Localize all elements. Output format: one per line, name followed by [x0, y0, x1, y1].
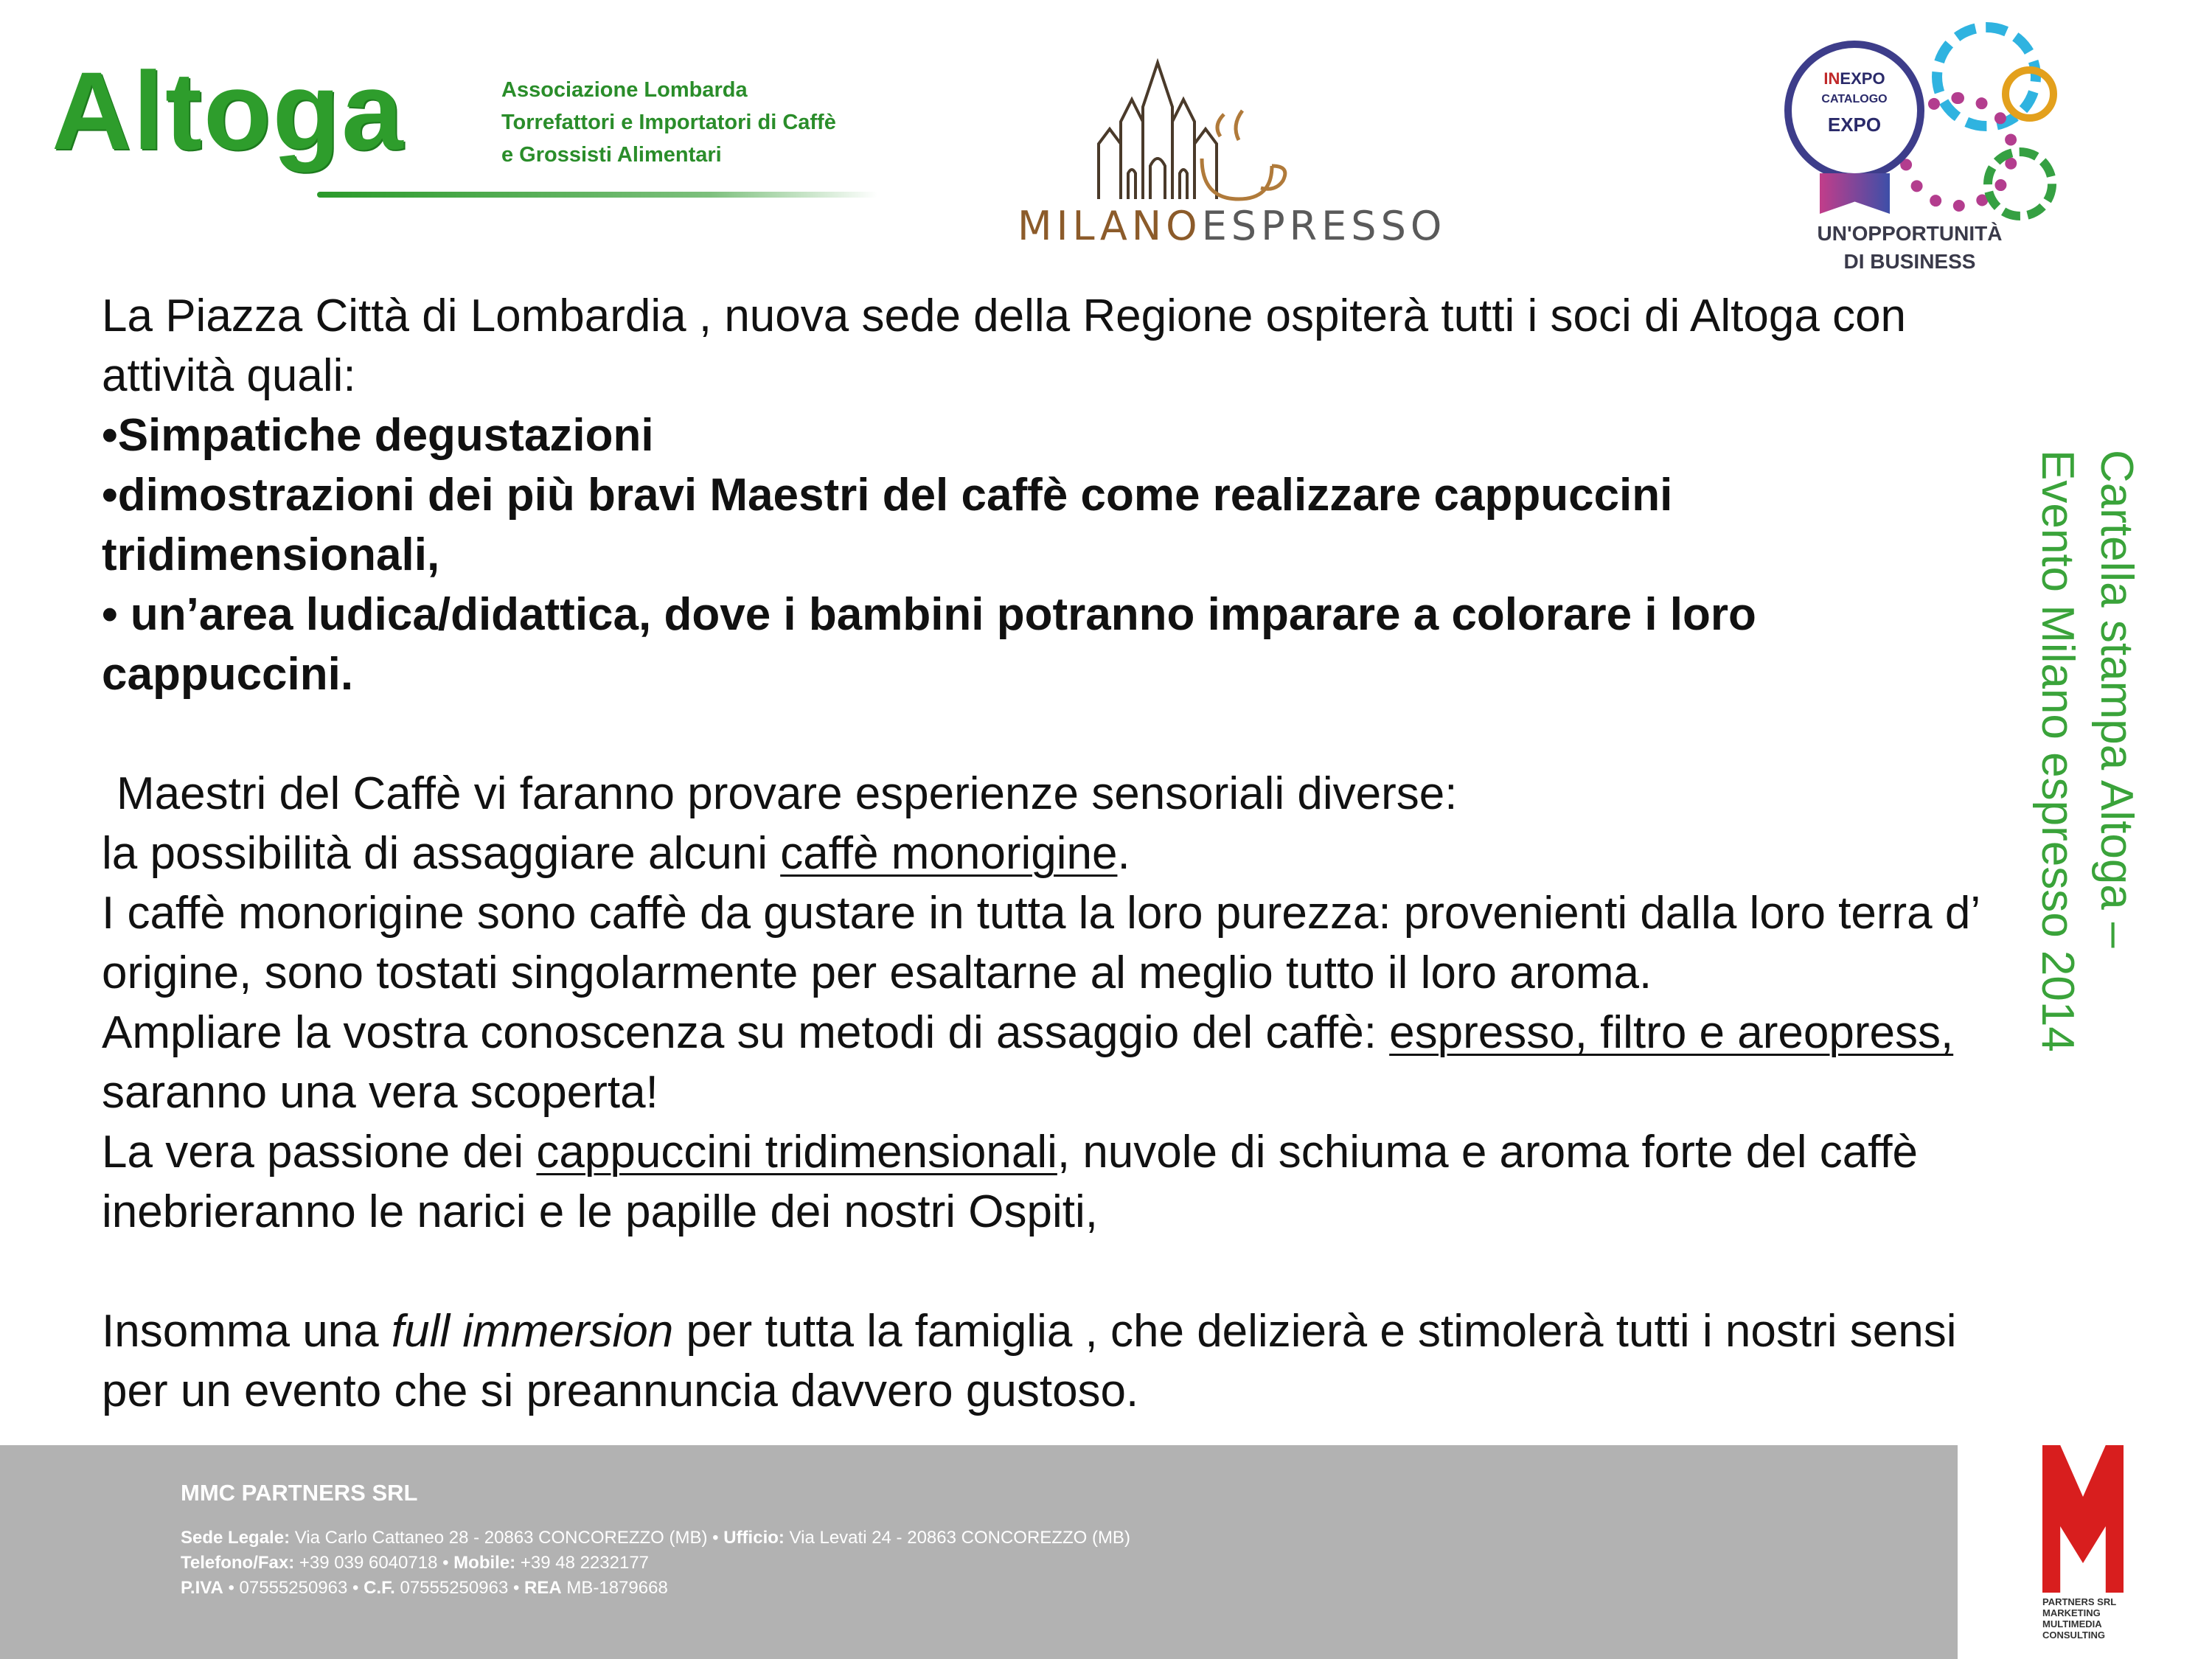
footer-label: Sede Legale:	[181, 1528, 291, 1548]
altoga-underline	[317, 192, 877, 198]
footer-phone	[181, 1553, 649, 1573]
paragraph-text: La vera passione dei	[102, 1127, 537, 1178]
main-content	[102, 286, 1989, 1421]
inexpo-badge-expo: EXPO	[1840, 69, 1885, 88]
altoga-subtitle-line: Torrefattori e Importatori di Caffè	[501, 111, 836, 134]
footer-company: MMC PARTNERS SRL	[181, 1480, 418, 1506]
bullet-item: •dimostrazioni dei più bravi Maestri del caffè come realizzare cappuccini tridimensionali,	[102, 470, 1673, 580]
footer-value: Via Levati 24 - 20863 CONCOREZZO (MB)	[784, 1528, 1130, 1548]
footer-value: +39 48 2232177	[515, 1553, 650, 1573]
gear-icon	[1983, 147, 2056, 220]
footer-value: +39 039 6040718 •	[294, 1553, 454, 1573]
side-title	[2006, 450, 2146, 1113]
intro-paragraph: La Piazza Città di Lombardia , nuova sede della Regione ospiterà tutti i soci di Altoga con attività quali:	[102, 291, 1907, 401]
footer-tax	[181, 1578, 668, 1599]
inexpo-badge-text	[1792, 69, 1917, 135]
paragraph-text: saranno una vera scoperta!	[102, 1067, 658, 1118]
inexpo-logo	[1770, 22, 2050, 273]
bullet-item: • un’area ludica/didattica, dove i bambini potranno imparare a colorare i loro cappuccini.	[102, 589, 1756, 700]
altoga-subtitle	[501, 74, 836, 171]
altoga-logo-word: Altoga	[52, 49, 405, 173]
espresso-word: ESPRESSO	[1201, 203, 1447, 249]
mmc-mark-icon	[2042, 1445, 2124, 1593]
inexpo-badge-in: IN	[1823, 69, 1840, 88]
inexpo-badge-expo-mark: EXPO	[1827, 114, 1882, 136]
paragraph-cappuccini	[102, 1122, 1989, 1242]
footer-value: Via Carlo Cattaneo 28 - 20863 CONCOREZZO (MB) •	[290, 1528, 724, 1548]
altoga-logo	[52, 49, 885, 203]
altoga-subtitle-line: Associazione Lombarda	[501, 78, 748, 102]
paragraph-text: .	[1117, 828, 1130, 879]
paragraph-purezza: I caffè monorigine sono caffè da gustare in tutta la loro purezza: provenienti dalla loro terra d’ origine, sono tostati singolarmente per esaltarne al meglio tutto il loro aroma.	[102, 888, 1979, 998]
gear-icon	[2002, 66, 2057, 122]
full-immersion-text: full immersion	[391, 1306, 674, 1357]
mmc-partners-logo	[2042, 1445, 2124, 1652]
side-title-text	[2028, 450, 2146, 1052]
footer-label: P.IVA	[181, 1578, 223, 1598]
milano-espresso-wordmark	[1018, 203, 1447, 249]
footer-value: • 07555250963 •	[223, 1578, 364, 1598]
ribbon-icon	[1820, 173, 1890, 214]
duomo-cup-icon	[1018, 55, 1298, 203]
paragraph-maestri: Maestri del Caffè vi faranno provare esperienze sensoriali diverse:	[116, 768, 1458, 819]
bullet-item: •Simpatiche degustazioni	[102, 410, 654, 461]
metodi-link[interactable]: espresso, filtro e areopress,	[1389, 1007, 1954, 1058]
footer-label: Mobile:	[453, 1553, 516, 1573]
footer-label: Ufficio:	[723, 1528, 785, 1548]
spacer	[102, 704, 1989, 764]
monorigine-link[interactable]: caffè monorigine	[780, 828, 1118, 879]
cappuccini-link[interactable]: cappuccini tridimensionali	[536, 1127, 1057, 1178]
paragraph-text: Ampliare la vostra conoscenza su metodi di assaggio del caffè:	[102, 1007, 1390, 1058]
milano-word: MILANO	[1018, 203, 1202, 249]
inexpo-tagline	[1770, 220, 2050, 276]
side-title-line: Evento Milano espresso 2014	[2032, 450, 2083, 1052]
altoga-subtitle-line: e Grossisti Alimentari	[501, 143, 722, 167]
footer-label: C.F.	[364, 1578, 395, 1598]
paragraph-metodi	[102, 1003, 1989, 1122]
inexpo-tagline-line: DI BUSINESS	[1843, 250, 1976, 273]
mmc-logo-line: MARKETING	[2042, 1607, 2101, 1618]
mmc-logo-line: PARTNERS SRL	[2042, 1596, 2117, 1607]
mmc-logo-line: CONSULTING	[2042, 1630, 2105, 1641]
mmc-logo-text	[2042, 1596, 2124, 1641]
paragraph-text: Insomma una	[102, 1306, 392, 1357]
footer-label: REA	[524, 1578, 562, 1598]
side-title-line: Cartella stampa Altoga –	[2091, 450, 2142, 948]
inexpo-badge	[1784, 41, 1924, 181]
paragraph-monorigine	[102, 824, 1989, 883]
paragraph-text: per tutta la famiglia , che delizierà e stimolerà tutti i nostri sensi per un evento che si preannuncia davvero gustoso.	[102, 1306, 1957, 1416]
footer-value: 07555250963 •	[394, 1578, 525, 1598]
spacer	[102, 1242, 1989, 1301]
footer-value: MB-1879668	[561, 1578, 668, 1598]
footer	[0, 1445, 1958, 1659]
paragraph-immersion	[102, 1301, 1989, 1421]
footer-address	[181, 1528, 1130, 1548]
mmc-logo-line: MULTIMEDIA	[2042, 1618, 2102, 1630]
footer-label: Telefono/Fax:	[181, 1553, 295, 1573]
paragraph-text: , nuvole di schiuma e aroma forte del caffè inebrieranno le narici e le papille dei nostri Ospiti,	[102, 1127, 1919, 1237]
paragraph-text: la possibilità di assaggiare alcuni	[102, 828, 781, 879]
inexpo-tagline-line: UN'OPPORTUNITÀ	[1817, 222, 2003, 245]
milano-espresso-logo	[1018, 55, 1447, 254]
inexpo-badge-catalogo: CATALOGO	[1821, 93, 1888, 105]
